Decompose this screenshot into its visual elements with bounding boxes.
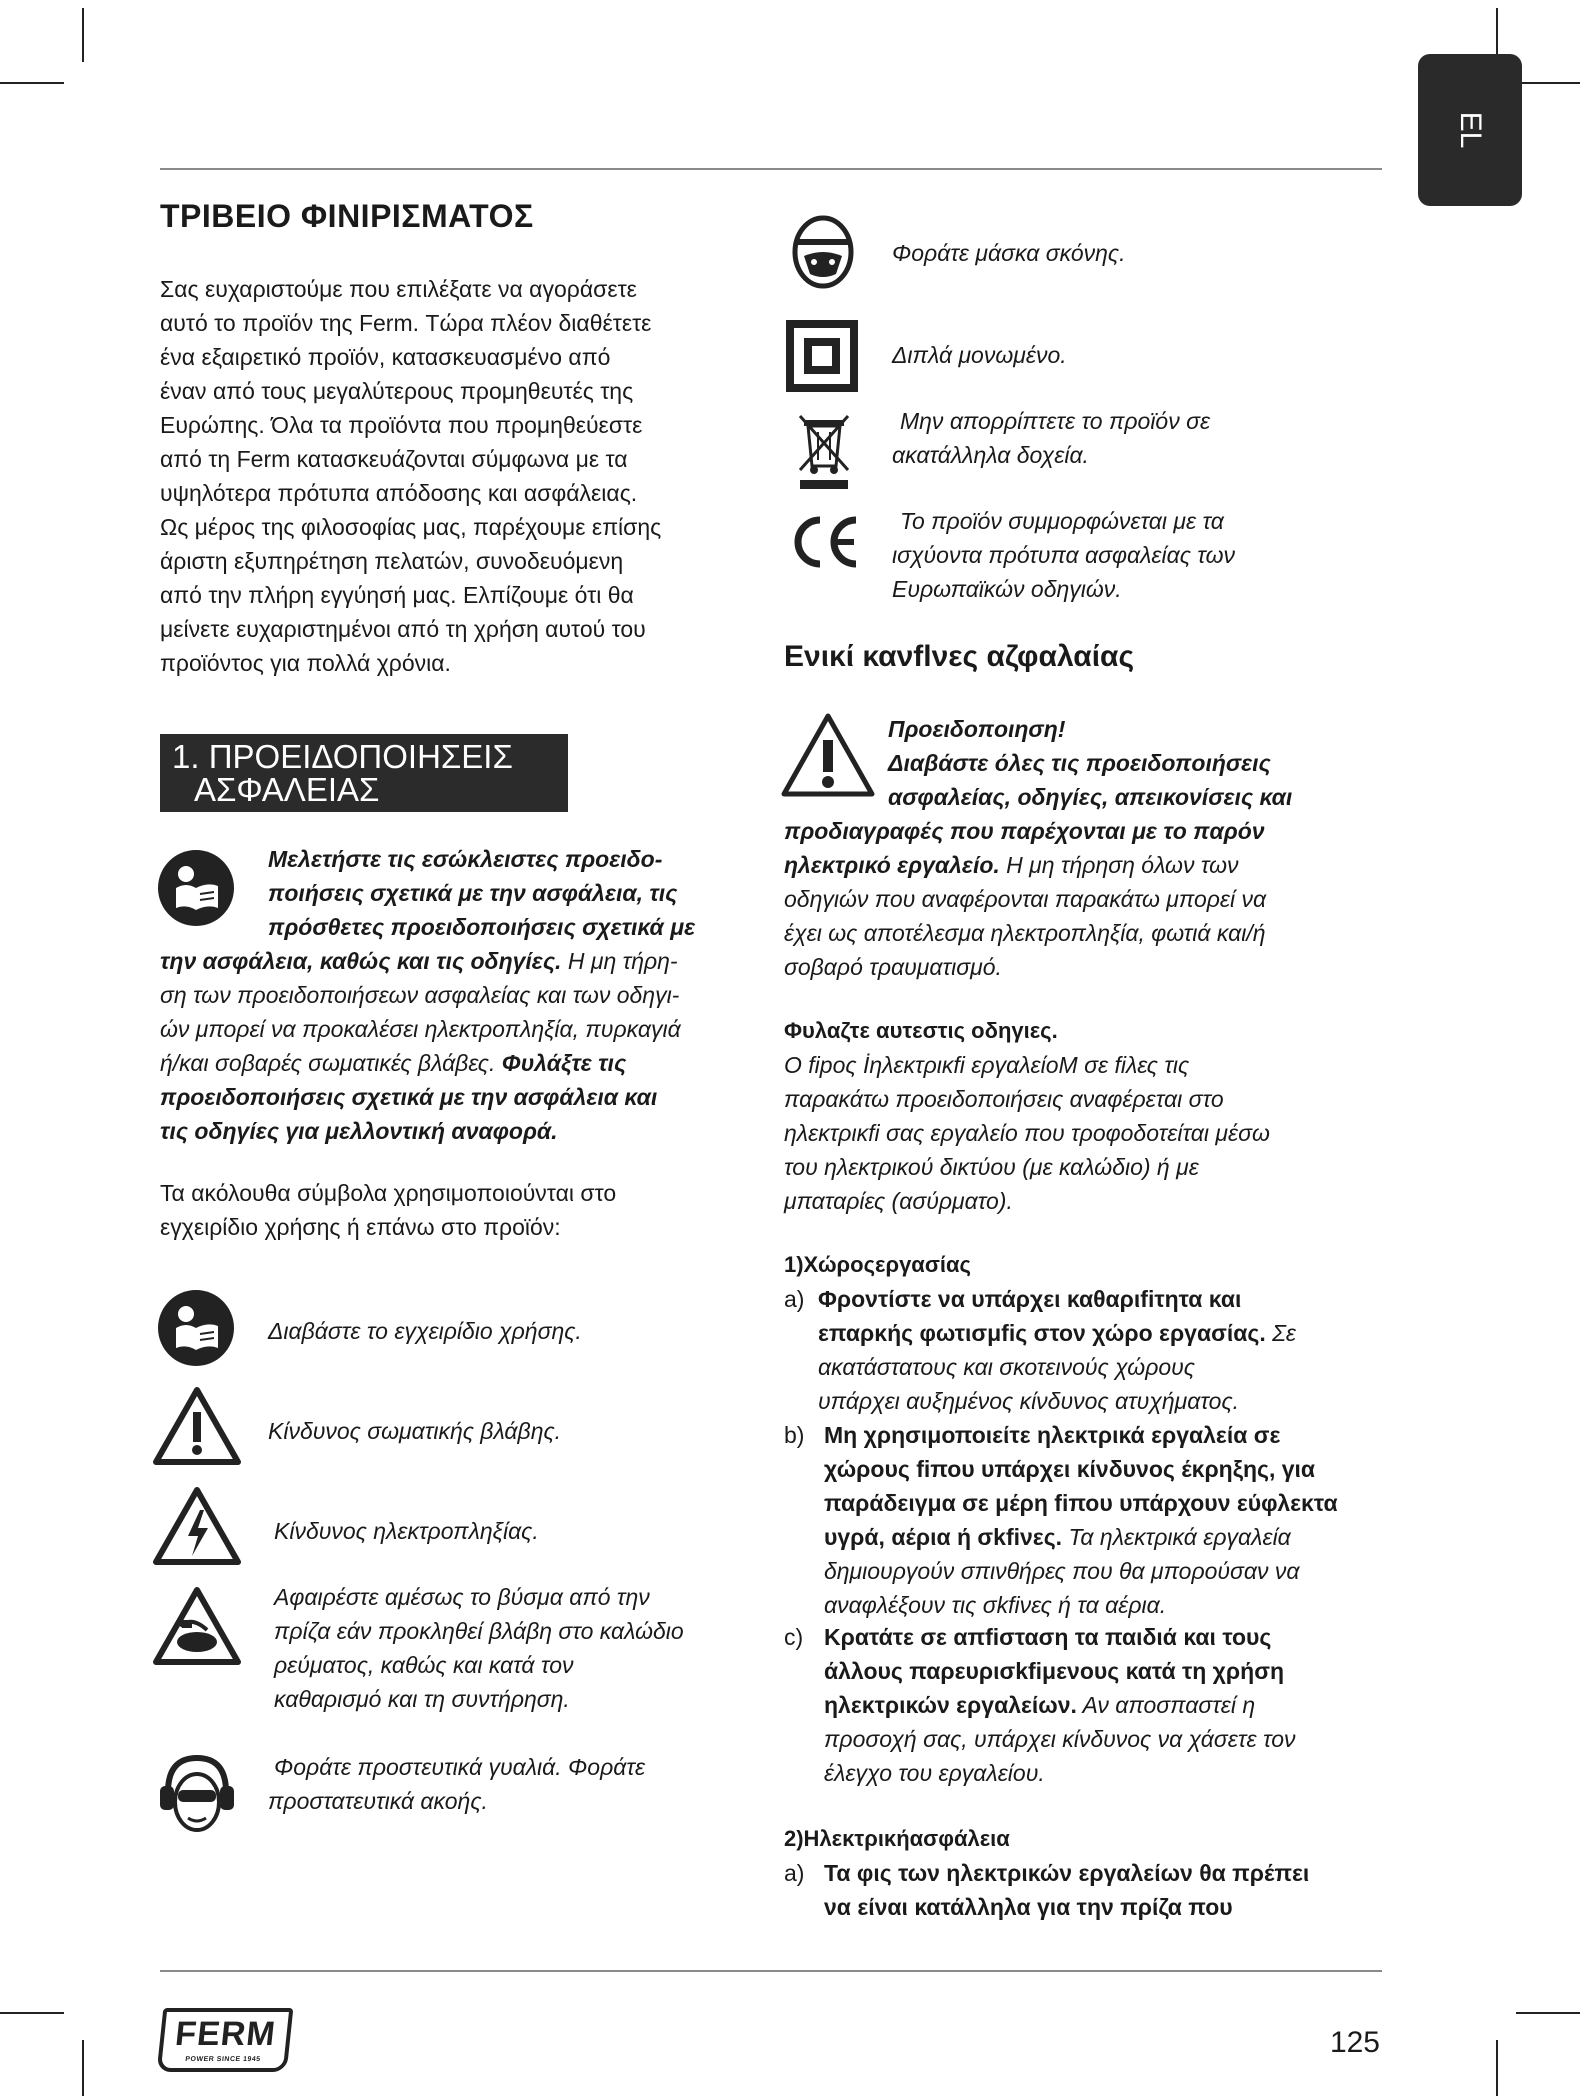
warning-bold: την ασφάλεια, καθώς και τις οδηγίες. xyxy=(160,948,562,974)
warning-line: προειδοποιήσεις σχετικά με την ασφάλεια και xyxy=(160,1084,658,1110)
general-warning-line: Διαβάστε όλες τις προειδοποιήσεις xyxy=(888,750,1271,776)
read-manual-icon xyxy=(156,1288,236,1368)
general-safety-heading: Ενικί κανflνες αζφαλαίας xyxy=(784,640,1135,673)
work-area-item-a xyxy=(784,1282,1384,1418)
general-warning-line: ασφαλείας, οδηγίες, απεικονίσεις και xyxy=(888,784,1293,810)
intro-line: από την πλήρη εγγύησή μας. Ελπίζουμε ότι θα xyxy=(160,582,634,608)
item-body xyxy=(784,1856,1384,1924)
symbol-double-insulated-text: Διπλά μονωμένο. xyxy=(892,342,1067,368)
general-warning-line: προδιαγραφές που παρέχονται με το παρόν xyxy=(784,818,1265,844)
item-line xyxy=(824,1520,1384,1554)
warning-line xyxy=(160,1046,695,1080)
crop-mark xyxy=(1516,82,1580,84)
crop-mark xyxy=(1496,2040,1498,2096)
item-italic-line: προσοχή σας, υπάρχει κίνδυνος να χάσετε τον xyxy=(824,1726,1296,1752)
symbols-intro xyxy=(160,1176,616,1244)
item-label: a) xyxy=(784,1860,805,1886)
ce-mark-icon xyxy=(786,512,862,572)
language-tab-label: EL xyxy=(1454,111,1487,149)
page-number: 125 xyxy=(1329,2026,1380,2059)
symbol-injury-text: Κίνδυνος σωματικής βλάβης. xyxy=(268,1418,562,1444)
item-label: b) xyxy=(784,1422,805,1448)
item-italic-line: αναφλέξουν τις σkfiνες ή τα αέρια. xyxy=(824,1592,1167,1618)
intro-line: άριστη εξυπηρέτηση πελατών, συνοδευόμενη xyxy=(160,548,624,574)
general-warning-bold: ηλεκτρικό εργαλείο. xyxy=(784,852,1000,878)
symbol-goggles-text xyxy=(268,1750,645,1818)
safety-warning-text xyxy=(160,842,695,1148)
symbol-goggles-line: Φοράτε προστευτικά γυαλιά. Φοράτε xyxy=(274,1754,646,1780)
keep-line: μπαταρίες (ασύρματο). xyxy=(784,1188,1013,1214)
warning-line: ποιήσεις σχετικά με την ασφάλεια, τις xyxy=(268,880,678,906)
page-title: ΤΡΙΒΕΙΟ ΦΙΝΙΡΙΣΜΑΤΟΣ xyxy=(160,198,534,234)
unplug-icon xyxy=(152,1586,242,1666)
general-warning-line: έχει ως αποτέλεσμα ηλεκτροπληξία, φωτιά και/ή xyxy=(784,920,1266,946)
general-warning-line: οδηγιών που αναφέρονται παρακάτω μπορεί να xyxy=(784,886,1267,912)
warning-line: ση των προειδοποιήσεων ασφαλείας και των οδηγι- xyxy=(160,982,680,1008)
general-warning-text xyxy=(784,712,1292,984)
keep-instructions-heading: Φυλαζτε αυτεστις οδηγιες. xyxy=(784,1018,1058,1043)
warning-line: πρόσθετες προειδοποιήσεις σχετικά με xyxy=(268,914,696,940)
crop-mark xyxy=(82,2040,84,2096)
item-bold-line: Φροντίστε να υπάρχει καθαριfiτητα και xyxy=(818,1286,1242,1312)
item-bold-line: ηλεκτρικών εργαλείων. xyxy=(824,1692,1077,1718)
keep-line: παρακάτω προειδοποιήσεις αναφέρεται στο xyxy=(784,1086,1224,1112)
item-bold-line: υγρά, αέρια ή σkfiνες. xyxy=(824,1524,1063,1550)
symbol-ce-text xyxy=(892,504,1235,606)
symbol-weee-line: Μην απορρίπτετε το προϊόν σε xyxy=(900,408,1211,434)
symbol-mask-text: Φοράτε μάσκα σκόνης. xyxy=(892,240,1126,266)
item-line xyxy=(824,1688,1384,1722)
symbol-ce-line: Ευρωπαϊκών οδηγιών. xyxy=(892,576,1122,602)
symbols-intro-line: Τα ακόλουθα σύμβολα χρησιμοποιούνται στο xyxy=(160,1180,617,1206)
item-body xyxy=(784,1620,1384,1790)
keep-instructions-text xyxy=(784,1048,1270,1218)
item-body xyxy=(784,1282,1384,1418)
electric-shock-icon xyxy=(152,1486,242,1566)
warning-line: τις οδηγίες για μελλοντική αναφορά. xyxy=(160,1118,558,1144)
item-bold-line: επαρκής φωτισμfiς στον χώρο εργασίας. xyxy=(818,1320,1266,1346)
general-warning-italic: Η μη τήρηση όλων των xyxy=(999,852,1239,878)
intro-line: Σας ευχαριστούμε που επιλέξατε να αγοράσετε xyxy=(160,276,637,302)
header-rule xyxy=(160,168,1382,170)
work-area-item-b xyxy=(784,1418,1384,1622)
item-italic-line: ακατάστατους και σκοτεινούς χώρους xyxy=(818,1354,1195,1380)
crop-mark xyxy=(82,8,84,62)
warning-bold: Φυλάξτε τις xyxy=(501,1050,627,1076)
symbol-goggles-line: προστατευτικά ακοής. xyxy=(268,1788,488,1814)
goggles-ear-protection-icon xyxy=(156,1752,238,1836)
intro-line: Ευρώπης. Όλα τα προϊόντα που προμηθεύεστε xyxy=(160,412,643,438)
item-bold-line: παράδειγμα σε μέρη fiπου υπάρχουν εύφλεκτα xyxy=(824,1490,1338,1516)
item-italic: Τα ηλεκτρικά εργαλεία xyxy=(1062,1524,1291,1550)
ferm-logo-subtext: POWER SINCE 1945 xyxy=(184,2056,261,2063)
ferm-logo-text: FERM xyxy=(173,2015,278,2053)
electrical-safety-heading: 2)Ηλεκτρικήασφάλεια xyxy=(784,1826,1010,1851)
crop-mark xyxy=(1516,2012,1580,2014)
item-body xyxy=(784,1418,1384,1622)
keep-line: του ηλεκτρικού δικτύου (με καλώδιο) ή με xyxy=(784,1154,1199,1180)
item-bold-line: Κρατάτε σε απfiσταση τα παιδιά και τους xyxy=(824,1624,1272,1650)
keep-line: Ο fipος İηλεκτρικfi εργαλείοM σε fiλες τις xyxy=(784,1052,1190,1078)
general-warning-line xyxy=(784,848,1292,882)
symbol-weee-text xyxy=(892,404,1210,472)
ferm-logo xyxy=(157,2008,294,2072)
crop-mark xyxy=(0,2012,64,2014)
section-banner xyxy=(160,734,568,812)
intro-line: από τη Ferm κατασκευάζονται σύμφωνα με τα xyxy=(160,446,628,472)
warning-line: ών μπορεί να προκαλέσει ηλεκτροπληξία, πυρκαγιά xyxy=(160,1016,681,1042)
section-title-line1: 1. ΠΡΟΕΙΔΟΠΟΙΗΣΕΙΣ xyxy=(172,738,513,775)
item-italic: Σε xyxy=(1265,1320,1297,1346)
symbols-intro-line: εγχειρίδιο χρήσης ή επάνω στο προϊόν: xyxy=(160,1214,561,1240)
warning-line xyxy=(160,944,695,978)
double-insulated-icon xyxy=(786,320,858,392)
warning-line: Μελετήστε τις εσώκλειστες προειδο- xyxy=(268,846,663,872)
item-italic-line: υπάρχει αυξημένος κίνδυνος ατυχήματος. xyxy=(818,1388,1240,1414)
symbol-shock-text: Κίνδυνος ηλεκτροπληξίας. xyxy=(274,1518,539,1544)
warning-triangle-icon xyxy=(152,1386,242,1466)
section-title-line2: ΑΣΦΑΛΕΙΑΣ xyxy=(194,771,380,808)
item-italic-line: έλεγχο του εργαλείου. xyxy=(824,1760,1045,1786)
symbol-unplug-line: ρεύματος, καθώς και κατά τον xyxy=(274,1652,574,1678)
item-italic: Αν αποσπαστεί η xyxy=(1076,1692,1256,1718)
symbol-ce-line: ισχύοντα πρότυπα ασφαλείας των xyxy=(892,542,1235,568)
footer-rule xyxy=(160,1970,1382,1972)
electrical-item-a xyxy=(784,1856,1384,1924)
warning-italic: Η μη τήρη- xyxy=(561,948,678,974)
item-italic-line: δημιουργούν σπινθήρες που θα μπορούσαν να xyxy=(824,1558,1300,1584)
intro-line: μείνετε ευχαριστημένοι από τη χρήση αυτού του xyxy=(160,616,646,642)
intro-line: προϊόντος για πολλά χρόνια. xyxy=(160,650,451,676)
item-bold-line: να είναι κατάλληλα για την πρίζα που xyxy=(824,1894,1233,1920)
general-warning-line: Προειδοποιηση! xyxy=(888,716,1066,742)
dust-mask-icon xyxy=(790,212,856,290)
keep-line: ηλεκτρικfi σας εργαλείο που τροφοδοτείται μέσω xyxy=(784,1120,1270,1146)
symbol-unplug-line: καθαρισμό και τη συντήρηση. xyxy=(274,1686,570,1712)
symbol-weee-line: ακατάλληλα δοχεία. xyxy=(892,442,1089,468)
general-warning-line: σοβαρό τραυματισμό. xyxy=(784,954,1002,980)
language-tab xyxy=(1418,54,1522,206)
intro-line: Ως μέρος της φιλοσοφίας μας, παρέχουμε επίσης xyxy=(160,514,662,540)
item-label: c) xyxy=(784,1624,804,1650)
intro-line: ένα εξαιρετικό προϊόν, κατασκευασμένο από xyxy=(160,344,611,370)
item-bold-line: Μη χρησιμοποιείτε ηλεκτρικά εργαλεία σε xyxy=(824,1422,1281,1448)
item-line xyxy=(818,1316,1384,1350)
symbol-unplug-line: Αφαιρέστε αμέσως το βύσμα από την xyxy=(274,1584,650,1610)
symbol-unplug-text xyxy=(274,1580,684,1716)
symbol-unplug-line: πρίζα εάν προκληθεί βλάβη στο καλώδιο xyxy=(274,1618,684,1644)
warning-italic: ή/και σοβαρές σωματικές βλάβες. xyxy=(160,1050,502,1076)
symbol-ce-line: Το προϊόν συμμορφώνεται με τα xyxy=(900,508,1224,534)
item-label: a) xyxy=(784,1286,805,1312)
work-area-heading: 1)Χώροςεργασίας xyxy=(784,1252,971,1277)
symbol-manual-text: Διαβάστε το εγχειρίδιο χρήσης. xyxy=(268,1318,582,1344)
weee-bin-icon xyxy=(796,412,852,490)
intro-line: αυτό το προϊόν της Ferm. Τώρα πλέον διαθέτετε xyxy=(160,310,652,336)
intro-line: έναν από τους μεγαλύτερους προμηθευτές της xyxy=(160,378,634,404)
crop-mark xyxy=(0,82,64,84)
item-bold-line: Τα φις των ηλεκτρικών εργαλείων θα πρέπει xyxy=(824,1860,1310,1886)
item-bold-line: άλλους παρευρισkfiμενους κατά τη χρήση xyxy=(824,1658,1284,1684)
item-bold-line: χώρους fiπου υπάρχει κίνδυνος έκρηξης, για xyxy=(824,1456,1316,1482)
work-area-item-c xyxy=(784,1620,1384,1790)
intro-line: υψηλότερα πρότυπα απόδοσης και ασφάλειας. xyxy=(160,480,638,506)
intro-text xyxy=(160,272,661,680)
